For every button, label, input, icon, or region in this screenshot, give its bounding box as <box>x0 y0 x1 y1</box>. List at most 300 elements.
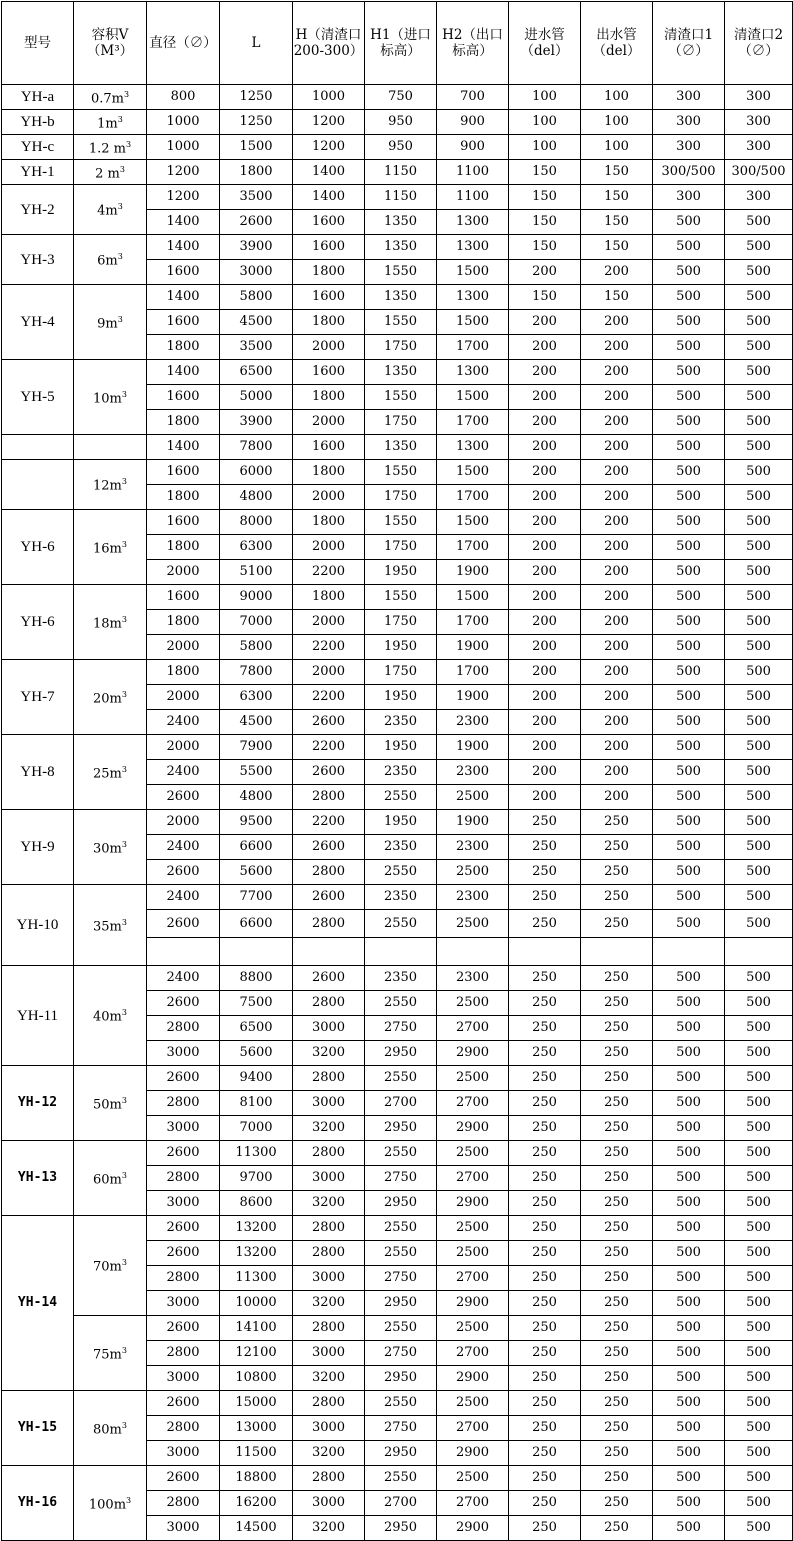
outlet-cell: 200 <box>581 335 653 360</box>
clean2-cell: 500 <box>725 785 793 810</box>
outlet-cell: 200 <box>581 410 653 435</box>
length-cell: 16200 <box>220 1491 293 1516</box>
h1-cell: 2550 <box>365 1391 437 1416</box>
length-cell: 10000 <box>220 1291 293 1316</box>
outlet-cell: 100 <box>581 110 653 135</box>
h1-cell: 2750 <box>365 1341 437 1366</box>
volume-cell: 1.2 $m^3$ <box>74 135 147 160</box>
clean1-cell: 500 <box>653 835 725 860</box>
h1-cell: 1350 <box>365 235 437 260</box>
inlet-cell: 250 <box>509 1291 581 1316</box>
inlet-cell: 250 <box>509 1166 581 1191</box>
outlet-cell: 200 <box>581 260 653 285</box>
inlet-cell: 250 <box>509 1491 581 1516</box>
model-cell: YH-6 <box>2 510 74 585</box>
diameter-cell: 2800 <box>147 1491 220 1516</box>
inlet-cell: 200 <box>509 785 581 810</box>
h1-cell: 2700 <box>365 1091 437 1116</box>
outlet-cell: 250 <box>581 1341 653 1366</box>
diameter-cell: 2800 <box>147 1341 220 1366</box>
h-cell: 1200 <box>293 135 365 160</box>
h1-cell: 2700 <box>365 1491 437 1516</box>
clean1-cell: 500 <box>653 435 725 460</box>
clean2-cell: 500 <box>725 1441 793 1466</box>
diameter-cell: 2800 <box>147 1016 220 1041</box>
clean1-cell: 500 <box>653 1341 725 1366</box>
h-cell: 2800 <box>293 1391 365 1416</box>
diameter-cell: 1600 <box>147 460 220 485</box>
inlet-cell: 250 <box>509 1466 581 1491</box>
table-row <box>2 460 793 485</box>
table-row <box>2 810 793 835</box>
clean1-cell: 300 <box>653 85 725 110</box>
h1-cell: 2750 <box>365 1416 437 1441</box>
outlet-cell: 150 <box>581 160 653 185</box>
volume-cell: $12m^3$ <box>74 460 147 510</box>
h-cell: 3000 <box>293 1166 365 1191</box>
diameter-cell: 3000 <box>147 1116 220 1141</box>
h1-cell: 2550 <box>365 1066 437 1091</box>
diameter-cell: 1800 <box>147 335 220 360</box>
h2-cell: 900 <box>437 135 509 160</box>
clean1-cell: 500 <box>653 460 725 485</box>
volume-cell: $35m^3$ <box>74 885 147 966</box>
volume-cell: $80m^3$ <box>74 1391 147 1466</box>
table-row <box>2 966 793 991</box>
outlet-cell: 200 <box>581 610 653 635</box>
outlet-cell: 250 <box>581 810 653 835</box>
clean1-cell: 500 <box>653 885 725 910</box>
clean1-cell: 500 <box>653 1316 725 1341</box>
h1-cell: 2550 <box>365 860 437 885</box>
diameter-cell: 2400 <box>147 710 220 735</box>
h2-cell: 2500 <box>437 1391 509 1416</box>
clean1-cell: 500 <box>653 360 725 385</box>
clean1-cell: 500 <box>653 610 725 635</box>
clean1-cell: 300 <box>653 135 725 160</box>
table-row <box>2 135 793 160</box>
length-cell: 2600 <box>220 210 293 235</box>
length-cell: 5000 <box>220 385 293 410</box>
length-cell: 7700 <box>220 885 293 910</box>
inlet-cell: 250 <box>509 1391 581 1416</box>
length-cell: 5600 <box>220 1041 293 1066</box>
h1-cell: 2950 <box>365 1516 437 1541</box>
diameter-cell: 1200 <box>147 185 220 210</box>
h-cell: 2000 <box>293 535 365 560</box>
h2-cell: 1700 <box>437 485 509 510</box>
h-cell: 1600 <box>293 360 365 385</box>
volume-cell: $50m^3$ <box>74 1066 147 1141</box>
model-cell: YH-b <box>2 110 74 135</box>
h-cell: 2600 <box>293 885 365 910</box>
h2-cell: 1900 <box>437 685 509 710</box>
h-cell: 2800 <box>293 991 365 1016</box>
length-cell: 6500 <box>220 1016 293 1041</box>
length-cell: 5600 <box>220 860 293 885</box>
length-cell: 6600 <box>220 910 293 938</box>
h1-cell: 2550 <box>365 910 437 938</box>
inlet-cell: 200 <box>509 685 581 710</box>
length-cell: 11300 <box>220 1141 293 1166</box>
clean2-cell: 500 <box>725 1416 793 1441</box>
inlet-cell: 100 <box>509 135 581 160</box>
clean2-cell: 500 <box>725 385 793 410</box>
length-cell: 4500 <box>220 710 293 735</box>
inlet-cell <box>509 938 581 966</box>
outlet-cell: 200 <box>581 310 653 335</box>
diameter-cell: 2600 <box>147 1066 220 1091</box>
length-cell: 6000 <box>220 460 293 485</box>
h2-cell: 2300 <box>437 966 509 991</box>
outlet-cell: 250 <box>581 1091 653 1116</box>
h2-cell: 1500 <box>437 460 509 485</box>
table-row <box>2 110 793 135</box>
h-cell: 1000 <box>293 85 365 110</box>
table-row <box>2 160 793 185</box>
volume-cell: $75m^3$ <box>74 1316 147 1391</box>
clean1-cell: 500 <box>653 310 725 335</box>
h1-cell: 750 <box>365 85 437 110</box>
diameter-cell: 2800 <box>147 1416 220 1441</box>
outlet-cell: 200 <box>581 510 653 535</box>
inlet-cell: 200 <box>509 610 581 635</box>
volume-cell <box>74 435 147 460</box>
clean2-cell: 500 <box>725 285 793 310</box>
diameter-cell: 3000 <box>147 1191 220 1216</box>
h1-cell: 1550 <box>365 585 437 610</box>
spec-table <box>1 1 793 1541</box>
outlet-cell: 250 <box>581 1491 653 1516</box>
inlet-cell: 150 <box>509 285 581 310</box>
table-row <box>2 735 793 760</box>
length-cell: 1800 <box>220 160 293 185</box>
table-row <box>2 360 793 385</box>
h1-cell: 1350 <box>365 360 437 385</box>
h-cell: 2800 <box>293 785 365 810</box>
inlet-cell: 200 <box>509 310 581 335</box>
table-row <box>2 1391 793 1416</box>
inlet-cell: 250 <box>509 1416 581 1441</box>
h-cell: 2800 <box>293 1216 365 1241</box>
h1-cell: 1950 <box>365 560 437 585</box>
clean1-cell: 500 <box>653 1166 725 1191</box>
clean1-cell: 500 <box>653 1066 725 1091</box>
h1-cell: 1750 <box>365 660 437 685</box>
clean2-cell: 500 <box>725 535 793 560</box>
inlet-cell: 250 <box>509 1316 581 1341</box>
diameter-cell: 2000 <box>147 635 220 660</box>
h2-cell: 2500 <box>437 1466 509 1491</box>
h-cell: 2800 <box>293 910 365 938</box>
clean2-cell: 500 <box>725 1041 793 1066</box>
length-cell: 11300 <box>220 1266 293 1291</box>
h-cell: 2800 <box>293 1141 365 1166</box>
diameter-cell <box>147 938 220 966</box>
diameter-cell: 1600 <box>147 385 220 410</box>
table-row <box>2 1316 793 1341</box>
h1-cell: 950 <box>365 135 437 160</box>
outlet-cell: 250 <box>581 1116 653 1141</box>
outlet-cell: 250 <box>581 1216 653 1241</box>
clean2-cell: 500 <box>725 1516 793 1541</box>
table-row <box>2 1066 793 1091</box>
clean2-cell: 500 <box>725 710 793 735</box>
model-cell: YH-11 <box>2 966 74 1066</box>
diameter-cell: 1600 <box>147 310 220 335</box>
length-cell: 4500 <box>220 310 293 335</box>
h1-cell: 2750 <box>365 1166 437 1191</box>
clean2-cell: 500 <box>725 660 793 685</box>
h1-cell: 2350 <box>365 966 437 991</box>
length-cell: 3900 <box>220 235 293 260</box>
volume-cell: $30m^3$ <box>74 810 147 885</box>
clean2-cell: 300 <box>725 185 793 210</box>
h2-cell: 2500 <box>437 1316 509 1341</box>
length-cell: 3500 <box>220 185 293 210</box>
length-cell: 1500 <box>220 135 293 160</box>
clean1-cell: 500 <box>653 760 725 785</box>
diameter-cell: 1000 <box>147 110 220 135</box>
model-cell: YH-14 <box>2 1216 74 1391</box>
model-cell: YH-13 <box>2 1141 74 1216</box>
clean2-cell: 500 <box>725 735 793 760</box>
clean2-cell: 500 <box>725 1266 793 1291</box>
h1-cell: 1550 <box>365 310 437 335</box>
h1-cell: 2550 <box>365 785 437 810</box>
diameter-cell: 2600 <box>147 1316 220 1341</box>
length-cell: 5800 <box>220 285 293 310</box>
inlet-cell: 250 <box>509 991 581 1016</box>
volume-cell: 2 $m^3$ <box>74 160 147 185</box>
length-cell: 7900 <box>220 735 293 760</box>
h2-cell: 1500 <box>437 260 509 285</box>
clean1-cell: 300 <box>653 110 725 135</box>
h2-cell: 1700 <box>437 335 509 360</box>
h1-cell: 1550 <box>365 510 437 535</box>
h2-cell: 1700 <box>437 535 509 560</box>
h2-cell: 2500 <box>437 991 509 1016</box>
clean2-cell <box>725 938 793 966</box>
inlet-cell: 250 <box>509 1141 581 1166</box>
inlet-cell: 200 <box>509 635 581 660</box>
length-cell: 3500 <box>220 335 293 360</box>
diameter-cell: 800 <box>147 85 220 110</box>
diameter-cell: 2600 <box>147 1141 220 1166</box>
clean1-cell: 500 <box>653 285 725 310</box>
header-volume: 容积V（M³） <box>74 2 147 85</box>
outlet-cell: 250 <box>581 1366 653 1391</box>
model-cell: YH-16 <box>2 1466 74 1541</box>
clean1-cell: 500 <box>653 1516 725 1541</box>
clean1-cell: 500 <box>653 635 725 660</box>
model-cell: YH-8 <box>2 735 74 810</box>
h1-cell: 1950 <box>365 735 437 760</box>
inlet-cell: 250 <box>509 1066 581 1091</box>
volume-cell: $6m^3$ <box>74 235 147 285</box>
outlet-cell: 200 <box>581 360 653 385</box>
clean1-cell: 500 <box>653 735 725 760</box>
length-cell: 9400 <box>220 1066 293 1091</box>
h-cell: 1600 <box>293 435 365 460</box>
inlet-cell: 150 <box>509 210 581 235</box>
clean2-cell: 500 <box>725 1216 793 1241</box>
header-clean2: 清渣口2（∅） <box>725 2 793 85</box>
h-cell: 2800 <box>293 1466 365 1491</box>
clean1-cell: 500 <box>653 1016 725 1041</box>
h1-cell: 2350 <box>365 760 437 785</box>
clean2-cell: 500 <box>725 1316 793 1341</box>
clean1-cell: 500 <box>653 1266 725 1291</box>
h-cell: 2800 <box>293 1316 365 1341</box>
inlet-cell: 250 <box>509 1516 581 1541</box>
outlet-cell: 150 <box>581 285 653 310</box>
clean1-cell: 500 <box>653 991 725 1016</box>
h2-cell: 1900 <box>437 560 509 585</box>
diameter-cell: 1800 <box>147 410 220 435</box>
h2-cell: 1700 <box>437 610 509 635</box>
inlet-cell: 250 <box>509 1266 581 1291</box>
h1-cell: 1550 <box>365 460 437 485</box>
outlet-cell: 200 <box>581 760 653 785</box>
inlet-cell: 200 <box>509 535 581 560</box>
outlet-cell: 250 <box>581 966 653 991</box>
clean1-cell: 500 <box>653 510 725 535</box>
h-cell: 1800 <box>293 460 365 485</box>
h-cell: 3000 <box>293 1416 365 1441</box>
h1-cell: 1950 <box>365 635 437 660</box>
diameter-cell: 1600 <box>147 585 220 610</box>
clean2-cell: 300 <box>725 110 793 135</box>
diameter-cell: 2600 <box>147 991 220 1016</box>
h2-cell: 2300 <box>437 885 509 910</box>
h1-cell: 2550 <box>365 1466 437 1491</box>
outlet-cell: 250 <box>581 1066 653 1091</box>
h-cell: 1200 <box>293 110 365 135</box>
model-cell: YH-7 <box>2 660 74 735</box>
clean2-cell: 500 <box>725 860 793 885</box>
outlet-cell: 250 <box>581 1016 653 1041</box>
h1-cell: 1550 <box>365 385 437 410</box>
inlet-cell: 250 <box>509 1341 581 1366</box>
h1-cell: 1750 <box>365 610 437 635</box>
model-cell: YH-10 <box>2 885 74 966</box>
header-h1: H1（进口标高） <box>365 2 437 85</box>
diameter-cell: 2600 <box>147 860 220 885</box>
outlet-cell: 250 <box>581 835 653 860</box>
table-row <box>2 285 793 310</box>
volume-cell: $1m^3$ <box>74 110 147 135</box>
h-cell: 3200 <box>293 1516 365 1541</box>
model-cell <box>2 460 74 510</box>
h2-cell: 1300 <box>437 360 509 385</box>
h-cell: 3000 <box>293 1091 365 1116</box>
h2-cell: 1300 <box>437 210 509 235</box>
h2-cell: 2300 <box>437 835 509 860</box>
inlet-cell: 150 <box>509 160 581 185</box>
h-cell: 2000 <box>293 610 365 635</box>
clean2-cell: 500 <box>725 1491 793 1516</box>
inlet-cell: 200 <box>509 735 581 760</box>
h2-cell: 1900 <box>437 735 509 760</box>
volume-cell: $4m^3$ <box>74 185 147 235</box>
clean1-cell: 500 <box>653 660 725 685</box>
inlet-cell: 250 <box>509 1366 581 1391</box>
table-row <box>2 235 793 260</box>
inlet-cell: 100 <box>509 85 581 110</box>
length-cell: 8100 <box>220 1091 293 1116</box>
h2-cell: 1300 <box>437 285 509 310</box>
clean2-cell: 500 <box>725 1116 793 1141</box>
diameter-cell: 2400 <box>147 835 220 860</box>
clean2-cell: 500 <box>725 360 793 385</box>
length-cell: 1250 <box>220 85 293 110</box>
outlet-cell <box>581 938 653 966</box>
length-cell <box>220 938 293 966</box>
table-row <box>2 85 793 110</box>
length-cell: 7800 <box>220 660 293 685</box>
h2-cell: 2900 <box>437 1041 509 1066</box>
clean1-cell: 500 <box>653 810 725 835</box>
h1-cell: 2950 <box>365 1191 437 1216</box>
diameter-cell: 2600 <box>147 1391 220 1416</box>
volume-cell: $16m^3$ <box>74 510 147 585</box>
h-cell: 3000 <box>293 1491 365 1516</box>
clean2-cell: 500 <box>725 1191 793 1216</box>
length-cell: 4800 <box>220 785 293 810</box>
outlet-cell: 200 <box>581 535 653 560</box>
h2-cell: 1500 <box>437 510 509 535</box>
clean2-cell: 500 <box>725 260 793 285</box>
volume-cell: $70m^3$ <box>74 1216 147 1316</box>
diameter-cell: 2400 <box>147 966 220 991</box>
outlet-cell: 250 <box>581 885 653 910</box>
h2-cell: 2900 <box>437 1291 509 1316</box>
clean1-cell: 500 <box>653 1041 725 1066</box>
clean1-cell: 500 <box>653 1291 725 1316</box>
inlet-cell: 250 <box>509 1441 581 1466</box>
outlet-cell: 200 <box>581 635 653 660</box>
inlet-cell: 250 <box>509 1216 581 1241</box>
h1-cell: 2750 <box>365 1266 437 1291</box>
h1-cell: 2950 <box>365 1291 437 1316</box>
inlet-cell: 200 <box>509 435 581 460</box>
clean2-cell: 500 <box>725 1291 793 1316</box>
clean2-cell: 500 <box>725 1341 793 1366</box>
length-cell: 9700 <box>220 1166 293 1191</box>
h-cell: 2800 <box>293 1066 365 1091</box>
table-row <box>2 185 793 210</box>
header-row <box>2 2 793 85</box>
model-cell: YH-4 <box>2 285 74 360</box>
h1-cell: 1150 <box>365 185 437 210</box>
length-cell: 13200 <box>220 1241 293 1266</box>
h2-cell: 2700 <box>437 1091 509 1116</box>
diameter-cell: 1200 <box>147 160 220 185</box>
clean2-cell: 500 <box>725 835 793 860</box>
h1-cell: 1950 <box>365 685 437 710</box>
h2-cell: 2300 <box>437 760 509 785</box>
clean2-cell: 500 <box>725 310 793 335</box>
h2-cell: 1300 <box>437 435 509 460</box>
length-cell: 11500 <box>220 1441 293 1466</box>
clean2-cell: 500 <box>725 760 793 785</box>
h-cell: 3000 <box>293 1266 365 1291</box>
clean2-cell: 500 <box>725 1241 793 1266</box>
inlet-cell: 250 <box>509 910 581 938</box>
outlet-cell: 200 <box>581 385 653 410</box>
h2-cell: 700 <box>437 85 509 110</box>
